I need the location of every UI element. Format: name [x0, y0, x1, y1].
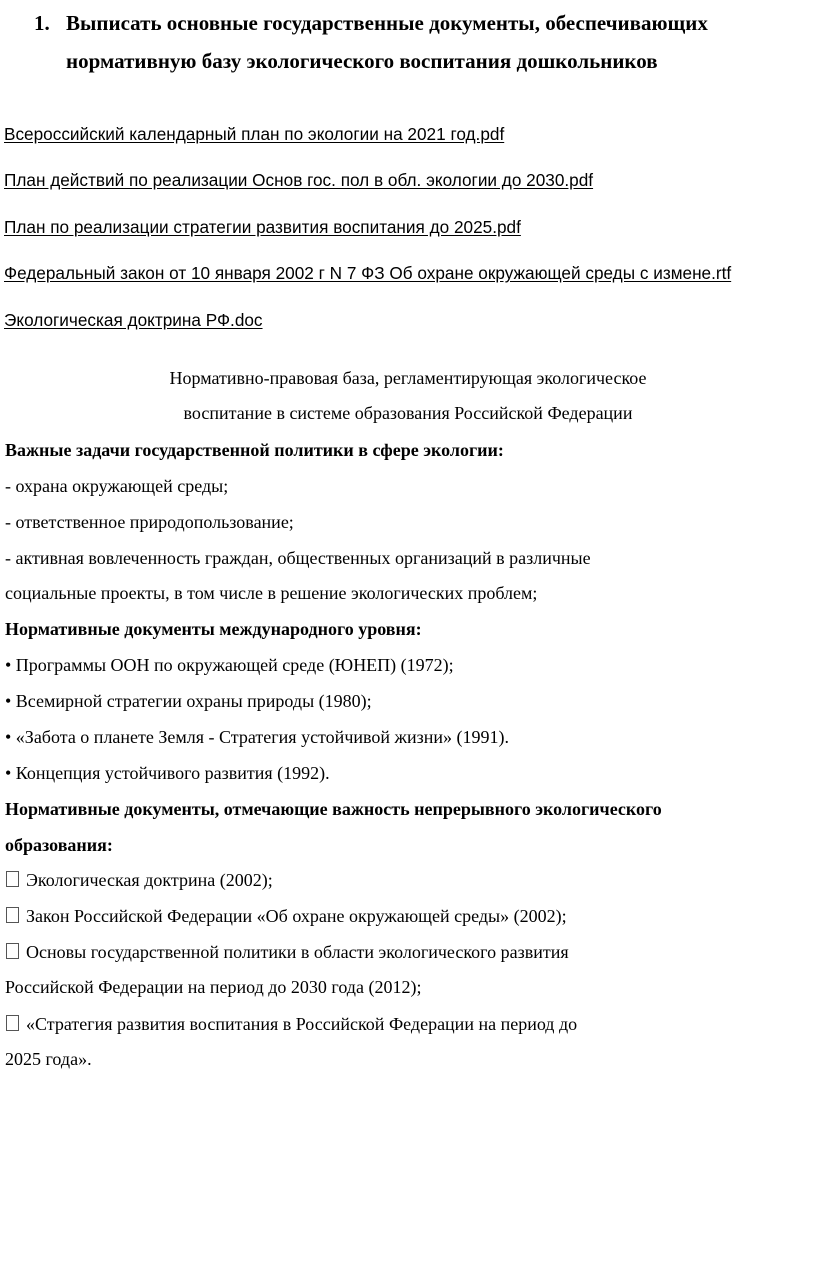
task-item: - активная вовлеченность граждан, общественных организаций в различные [5, 548, 591, 568]
continuous-doc-item: Закон Российской Федерации «Об охране окружающей среды» (2002); [5, 900, 567, 932]
section-caption-line-1: Нормативно-правовая база, регламентирующая экологическое [169, 368, 647, 388]
continuous-doc-item: «Стратегия развития воспитания в Российской Федерации на период до [5, 1008, 577, 1040]
attachment-link-calendar-plan[interactable]: Всероссийский календарный план по экологии на 2021 год.pdf [4, 124, 505, 144]
continuous-doc-item-continuation: Российской Федерации на период до 2030 года (2012); [5, 977, 422, 997]
missing-glyph-box-icon [6, 907, 19, 923]
missing-glyph-box-icon [6, 943, 19, 959]
attachment-link-ecological-doctrine[interactable]: Экологическая доктрина РФ.doc [4, 309, 263, 330]
heading-number: 1. [34, 11, 50, 35]
task-item: - ответственное природопользование; [5, 512, 294, 532]
task-item-continuation: социальные проекты, в том числе в решение экологических проблем; [5, 583, 538, 603]
continuous-docs-title-line-2: образования: [5, 835, 113, 855]
continuous-doc-item: Основы государственной политики в области экологического развития [5, 936, 569, 968]
heading-line-2: нормативную базу экологического воспитания дошкольников [66, 49, 658, 73]
continuous-docs-title-line-1: Нормативные документы, отмечающие важность непрерывного экологического [5, 799, 662, 819]
international-doc-item: • Программы ООН по окружающей среде (ЮНЕП) (1972); [5, 655, 454, 675]
section-caption-line-2: воспитание в системе образования Российской Федерации [183, 403, 633, 423]
international-docs-title: Нормативные документы международного уровня: [5, 619, 422, 639]
attachment-links [4, 123, 816, 355]
international-doc-item: • Всемирной стратегии охраны природы (1980); [5, 691, 372, 711]
international-doc-item: • «Забота о планете Земля - Стратегия устойчивой жизни» (1991). [5, 727, 509, 747]
continuous-doc-item-continuation: 2025 года». [5, 1049, 92, 1069]
task-item: - охрана окружающей среды; [5, 476, 229, 496]
heading-line-1: Выписать основные государственные документы, обеспечивающих [66, 11, 708, 35]
missing-glyph-box-icon [6, 1015, 19, 1031]
attachment-link-action-plan-2030[interactable]: План действий по реализации Основ гос. пол в обл. экологии до 2030.pdf [4, 170, 594, 191]
tasks-title: Важные задачи государственной политики в сфере экологии: [5, 440, 504, 460]
continuous-doc-item: Экологическая доктрина (2002); [5, 864, 273, 896]
attachment-link-education-strategy-2025[interactable]: План по реализации стратегии развития воспитания до 2025.pdf [4, 216, 521, 237]
attachment-link-federal-law[interactable]: Федеральный закон от 10 января 2002 г N 7 ФЗ Об охране окружающей среды с измене.rtf [4, 263, 732, 284]
missing-glyph-box-icon [6, 871, 19, 887]
international-doc-item: • Концепция устойчивого развития (1992). [5, 763, 330, 783]
